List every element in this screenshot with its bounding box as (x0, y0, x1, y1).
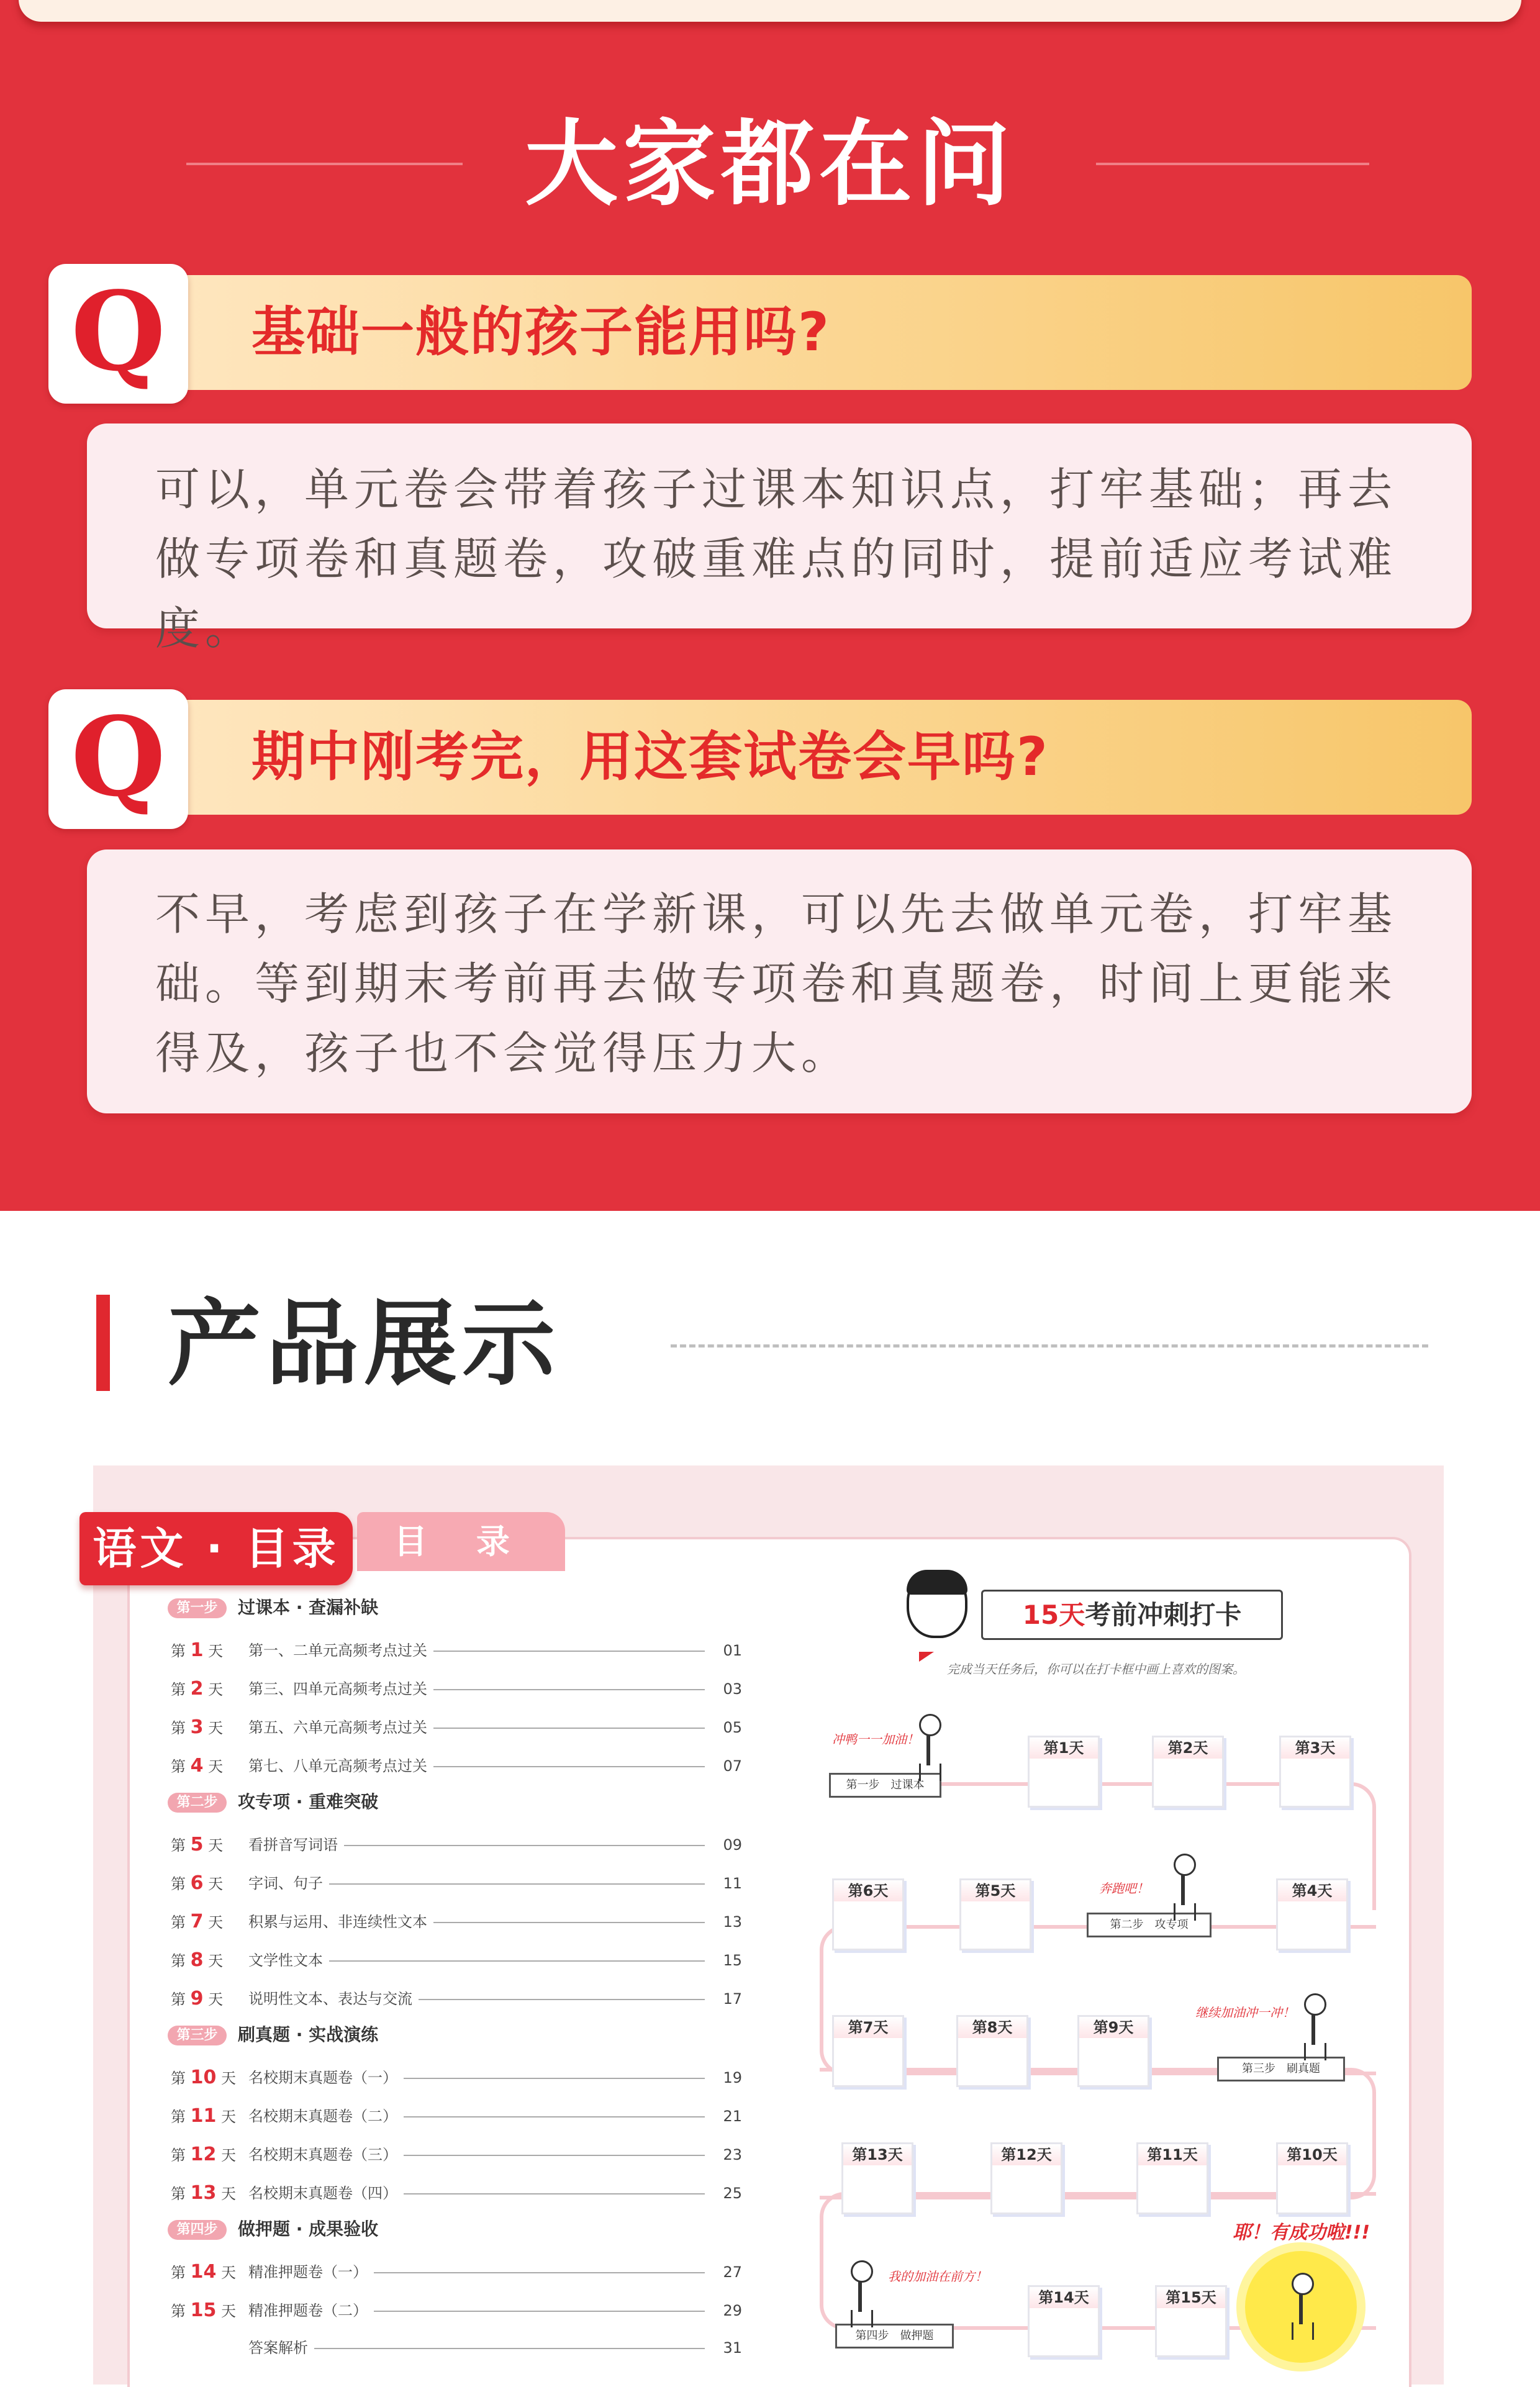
question-bar-2 (87, 700, 1472, 815)
day-box-label: 第2天 (1154, 1737, 1222, 1759)
checkin-box-day-15 (1155, 2285, 1227, 2357)
day-box-label: 第11天 (1138, 2144, 1207, 2165)
toc-tab: 目 录 (357, 1512, 565, 1571)
toc-row (171, 1755, 742, 1777)
toc-row (171, 1834, 742, 1856)
speech-bubble-3: 继续加油冲一冲！ (1195, 2005, 1295, 2020)
answer-text-1: 可以，单元卷会带着孩子过课本知识点，打牢基础；再去做专项卷和真题卷，攻破重难点的同时，提前适应考试难度。 (155, 463, 1398, 654)
toc-item-title: 精准押题卷（一） (248, 2261, 374, 2283)
page-number: 25 (723, 2185, 742, 2202)
section-name: 做押题 · 成果验收 (238, 2219, 379, 2239)
speech-bubble-2: 奔跑吧！ (1099, 1881, 1149, 1896)
page-number: 03 (723, 1680, 742, 1698)
step-badge: 第二步 (168, 1793, 227, 1813)
day-label: 第 13 天 (171, 2182, 237, 2204)
previous-card-edge (19, 0, 1521, 22)
day-label: 第 8 天 (171, 1949, 224, 1971)
page-number: 19 (723, 2069, 742, 2086)
toc-section-header (168, 2023, 378, 2047)
answer-text-2: 不早，考虑到孩子在学新课，可以先去做单元卷，打牢基础。等到期末考前再去做专项卷和真题卷，时间上更能来得及，孩子也不会觉得压力大。 (155, 888, 1398, 1079)
page-number: 07 (723, 1757, 742, 1775)
day-label: 第 11 天 (171, 2105, 237, 2127)
page-number: 01 (723, 1642, 742, 1659)
checkin-box-day-7 (832, 2015, 904, 2087)
flag-icon (919, 1652, 934, 1662)
day-box-label: 第14天 (1030, 2287, 1098, 2308)
section-name: 刷真题 · 实战演练 (238, 2024, 379, 2045)
day-label: 第 5 天 (171, 1834, 224, 1855)
toc-item-title: 字词、句子 (248, 1872, 329, 1895)
day-label: 第 9 天 (171, 1988, 224, 2009)
question-text-2: 期中刚考完，用这套试卷会早吗? (251, 726, 1049, 788)
checkin-box-day-5 (959, 1878, 1031, 1950)
day-label: 第 7 天 (171, 1911, 224, 1932)
toc-item-title: 第五、六单元高频考点过关 (248, 1716, 433, 1739)
page-number: 13 (723, 1913, 742, 1931)
step-badge: 第三步 (168, 2026, 227, 2045)
checkin-box-day-13 (841, 2142, 913, 2214)
showcase-title: 产品展示 (168, 1290, 561, 1398)
page-number: 23 (723, 2146, 742, 2163)
checkin-box-day-4 (1276, 1878, 1348, 1950)
day-box-label: 第1天 (1030, 1737, 1098, 1759)
q-letter-2: Q (71, 694, 166, 821)
page-number: 05 (723, 1719, 742, 1736)
answer-card-1 (87, 424, 1472, 654)
cartoon-boy-icon (900, 1565, 975, 1652)
toc-row (171, 2299, 742, 2322)
running-kid-icon (910, 1714, 947, 1782)
checkin-box-day-11 (1136, 2142, 1208, 2214)
step-sign-2: 第二步 攻专项 (1087, 1913, 1212, 1937)
section-name: 攻专项 · 重难突破 (238, 1791, 379, 1812)
kid-icon (1164, 1854, 1202, 1922)
toc-item-title: 名校期末真题卷（四） (248, 2182, 404, 2204)
toc-row (171, 2144, 742, 2166)
showcase-accent-bar (96, 1295, 110, 1391)
toc-row (171, 1949, 742, 1972)
page-number: 17 (723, 1990, 742, 2008)
checkin-box-day-1 (1028, 1736, 1100, 1808)
day-box-label: 第6天 (834, 1880, 902, 1901)
checkin-box-day-12 (990, 2142, 1062, 2214)
day-label: 第 15 天 (171, 2299, 237, 2321)
q-badge-1 (48, 264, 188, 404)
page-number: 15 (723, 1952, 742, 1969)
toc-row (171, 2105, 742, 2127)
toc-row (171, 2067, 742, 2089)
page-number: 21 (723, 2108, 742, 2125)
checkin-box-day-14 (1028, 2285, 1100, 2357)
toc-item-title: 说明性文本、表达与交流 (248, 1988, 419, 2010)
toc-row (171, 1872, 742, 1895)
section-name: 过课本 · 查漏补缺 (238, 1597, 379, 1618)
checkin-box-day-10 (1276, 2142, 1348, 2214)
day-box-label: 第13天 (843, 2144, 912, 2165)
toc-row (171, 2261, 742, 2283)
toc-item-title: 名校期末真题卷（一） (248, 2067, 404, 2089)
day-box-label: 第5天 (961, 1880, 1030, 1901)
day-box-label: 第3天 (1281, 1737, 1349, 1759)
step-sign-3: 第三步 刷真题 (1217, 2057, 1345, 2081)
toc-item-title: 文学性文本 (248, 1949, 329, 1972)
day-box-label: 第12天 (992, 2144, 1061, 2165)
checkin-box-day-9 (1077, 2015, 1149, 2087)
day-box-label: 第9天 (1079, 2017, 1148, 2038)
success-text: 耶！有成功啦!!! (1233, 2222, 1370, 2244)
page-number: 09 (723, 1836, 742, 1854)
dot-leader (251, 2348, 705, 2349)
plan-title: 15天考前冲刺打卡 (981, 1590, 1283, 1640)
day-label: 第 4 天 (171, 1755, 224, 1777)
speech-bubble-1: 冲鸭一一加油！ (832, 1732, 919, 1747)
toc-item-title: 第一、二单元高频考点过关 (248, 1639, 433, 1662)
q-letter-1: Q (71, 268, 166, 396)
toc-item-title: 第三、四单元高频考点过关 (248, 1678, 433, 1700)
toc-item-title: 第七、八单元高频考点过关 (248, 1755, 433, 1777)
answer-card-2 (87, 849, 1472, 1113)
day-label: 第 6 天 (171, 1872, 224, 1894)
toc-section-header (168, 1790, 378, 1814)
kid-icon (841, 2260, 879, 2329)
toc-item-title: 名校期末真题卷（三） (248, 2144, 404, 2166)
page-number: 31 (723, 2339, 742, 2357)
toc-row (171, 1716, 742, 1739)
kid-icon (1295, 1993, 1332, 2062)
toc-item-title: 积累与运用、非连续性文本 (248, 1911, 433, 1933)
page-number: 27 (723, 2263, 742, 2281)
day-label: 第 14 天 (171, 2261, 237, 2283)
day-box-label: 第10天 (1278, 2144, 1346, 2165)
day-box-label: 第4天 (1278, 1880, 1346, 1901)
toc-section-header (168, 1596, 378, 1619)
toc-section-header (168, 2217, 378, 2241)
toc-item-title: 答案解析 (248, 2337, 314, 2359)
question-text-1: 基础一般的孩子能用吗? (251, 301, 830, 363)
day-box-label: 第7天 (834, 2017, 902, 2038)
q-badge-2 (48, 689, 188, 829)
subject-tag: 语文 · 目录 (79, 1512, 353, 1585)
checkin-box-day-2 (1152, 1736, 1224, 1808)
toc-row (171, 1911, 742, 1933)
day-label: 第 1 天 (171, 1639, 224, 1661)
page-number: 11 (723, 1875, 742, 1892)
step-badge: 第一步 (168, 1598, 227, 1618)
toc-item-title: 精准押题卷（二） (248, 2299, 374, 2322)
page-number: 29 (723, 2302, 742, 2319)
speech-bubble-4: 我的加油在前方！ (888, 2269, 987, 2284)
toc-item-title: 看拼音写词语 (248, 1834, 344, 1856)
question-bar-1 (87, 275, 1472, 390)
toc-row (171, 2182, 742, 2204)
celebrating-kid-icon (1282, 2273, 1320, 2341)
day-label: 第 2 天 (171, 1678, 224, 1700)
step-sign-1: 第一步 过课本 (829, 1773, 941, 1798)
day-box-label: 第8天 (958, 2017, 1026, 2038)
plan-note: 完成当天任务后，你可以在打卡框中画上喜欢的图案。 (947, 1662, 1245, 1677)
faq-title: 大家都在问 (524, 111, 1015, 219)
checkin-box-day-8 (956, 2015, 1028, 2087)
step-sign-4: 第四步 做押题 (835, 2324, 954, 2348)
showcase-dashed-line (671, 1344, 1428, 1348)
day-label: 第 3 天 (171, 1716, 224, 1738)
toc-item-title: 名校期末真题卷（二） (248, 2105, 404, 2127)
checkin-box-day-3 (1279, 1736, 1351, 1808)
day-label: 第 10 天 (171, 2067, 237, 2088)
toc-row (171, 1678, 742, 1700)
day-label: 第 12 天 (171, 2144, 237, 2165)
checkin-box-day-6 (832, 1878, 904, 1950)
step-badge: 第四步 (168, 2220, 227, 2240)
toc-row (171, 1639, 742, 1662)
toc-row (171, 1988, 742, 2010)
toc-row (171, 2337, 742, 2359)
day-box-label: 第15天 (1157, 2287, 1225, 2308)
